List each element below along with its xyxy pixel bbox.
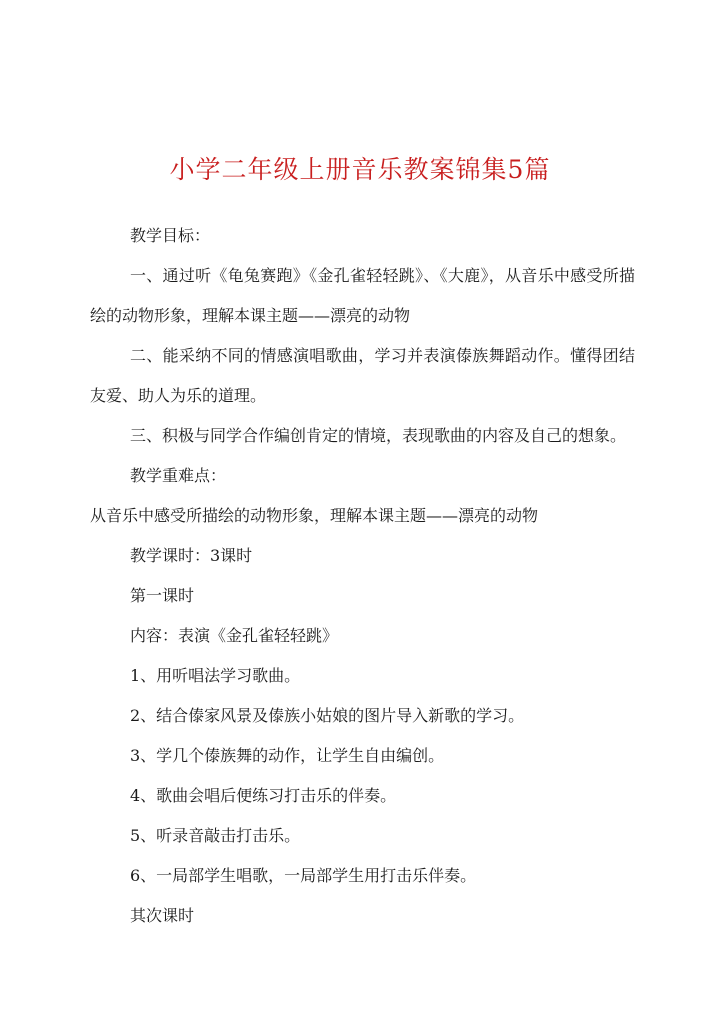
- list-item-step-4: 4、歌曲会唱后便练习打击乐的伴奏。: [130, 786, 397, 805]
- list-item-step-2: 2、结合傣家风景及傣族小姑娘的图片导入新歌的学习。: [130, 706, 525, 725]
- section-heading-objectives: 教学目标：: [130, 226, 211, 245]
- page-title: 小学二年级上册音乐教案锦集5篇: [169, 155, 551, 184]
- list-item-step-1: 1、用听唱法学习歌曲。: [130, 666, 301, 685]
- paragraph-key-points: 从音乐中感受所描绘的动物形象，理解本课主题——漂亮的动物: [90, 506, 539, 525]
- paragraph-class-hours: 教学课时：3课时: [130, 546, 253, 565]
- paragraph-lesson-content: 内容：表演《金孔雀轻轻跳》: [130, 626, 339, 645]
- paragraph-objective-3: 三、积极与同学合作编创肯定的情境，表现歌曲的内容及自己的想象。: [130, 426, 627, 445]
- list-item-step-3: 3、学几个傣族舞的动作，让学生自由编创。: [130, 746, 445, 765]
- section-heading-lesson-2: 其次课时: [130, 906, 195, 925]
- list-item-step-5: 5、听录音敲击打击乐。: [130, 826, 301, 845]
- section-heading-lesson-1: 第一课时: [130, 586, 195, 605]
- document-body: [90, 216, 635, 936]
- paragraph-objective-1: 一、通过听《龟兔赛跑》《金孔雀轻轻跳》、《大鹿》，从音乐中感受所描绘的动物形象，理解本课主题——漂亮的动物: [90, 266, 635, 325]
- section-heading-key-points: 教学重难点：: [130, 466, 227, 485]
- paragraph-objective-2: 二、能采纳不同的情感演唱歌曲，学习并表演傣族舞蹈动作。懂得团结友爱、助人为乐的道理。: [90, 346, 635, 405]
- list-item-step-6: 6、一局部学生唱歌，一局部学生用打击乐伴奏。: [130, 866, 477, 885]
